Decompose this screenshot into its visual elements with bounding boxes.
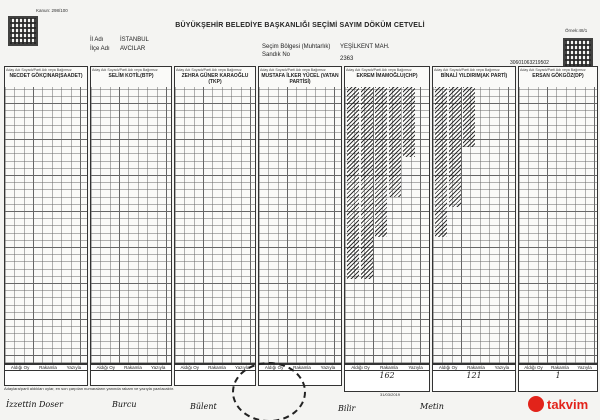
received-label: Aldığı Oy	[96, 365, 116, 370]
district-value: AVCILAR	[120, 46, 146, 52]
candidate-column	[258, 66, 342, 364]
vote-count-imamoglu: 162	[379, 371, 395, 380]
vote-grid	[175, 87, 255, 363]
province-value: İSTANBUL	[120, 37, 149, 43]
crossed-marks	[463, 87, 475, 147]
candidate-name: NECDET GÖKÇINAR(SAADET)	[9, 73, 83, 79]
crossed-marks	[361, 87, 373, 279]
numbers-label: Rakamla	[208, 365, 226, 370]
numbers-label: Rakamla	[124, 365, 142, 370]
column-header-note: Aday Adı Soyadı/Parti Adı veya Bağımsız	[6, 68, 72, 72]
total-box	[90, 364, 172, 386]
candidate-column	[344, 66, 430, 364]
numbers-label: Rakamla	[380, 365, 398, 370]
vote-count-yildirim: 121	[466, 371, 482, 380]
signature: Bülent	[190, 402, 217, 411]
vote-grid	[5, 87, 87, 363]
words-label: Yazıyla	[577, 365, 592, 370]
vote-grid	[259, 87, 341, 363]
received-label: Aldığı Oy	[438, 365, 458, 370]
candidate-column	[518, 66, 598, 364]
takvim-watermark-logo	[527, 392, 597, 416]
words-label: Yazıyla	[494, 365, 510, 370]
received-label: Aldığı Oy	[524, 365, 543, 370]
signature: Bilir	[338, 404, 356, 413]
column-header-note: Aday Adı Soyadı/Parti Adı veya Bağımsız	[520, 68, 586, 72]
column-header-note: Aday Adı Soyadı/Parti Adı veya Bağımsız	[176, 68, 242, 72]
official-stamp	[232, 362, 306, 420]
candidate-name: BİNALİ YILDIRIM(AK PARTİ)	[440, 73, 508, 79]
candidate-column	[4, 66, 88, 364]
crossed-marks	[389, 87, 401, 197]
region-label: Seçim Bölgesi (Muhtarlık)	[262, 44, 331, 50]
region-value: YEŞİLKENT MAH.	[340, 44, 390, 50]
ballot-box-value: 2363	[340, 56, 354, 62]
words-label: Yazıyla	[408, 365, 423, 370]
candidate-name: SELİM KOTİL(BTP)	[108, 73, 154, 79]
candidate-column	[90, 66, 172, 364]
column-header-note: Aday Adı Soyadı/Parti Adı veya Bağımsız	[92, 68, 158, 72]
qr-code-right	[563, 38, 593, 68]
crossed-marks	[435, 87, 447, 237]
candidate-column	[432, 66, 516, 364]
signature: Metin	[420, 402, 444, 411]
qr-code-left	[8, 16, 38, 46]
received-label: Aldığı Oy	[10, 365, 30, 370]
candidate-name: ZEHRA GÜNER KARAOĞLU (TKP)	[181, 73, 249, 85]
signature: İzzettin Doser	[6, 400, 63, 409]
numbers-label: Rakamla	[467, 365, 485, 370]
form-number: Örnek:48/1	[565, 28, 588, 33]
district-label: İlçe Adı	[90, 46, 110, 52]
total-box	[4, 364, 88, 386]
words-label: Yazıyla	[151, 365, 166, 370]
total-box-imamoglu	[344, 364, 430, 392]
document-title: BÜYÜKŞEHİR BELEDİYE BAŞKANLIĞI SEÇİMİ SAYIM DÖKÜM CETVELİ	[175, 22, 425, 29]
candidate-name: EKREM İMAMOĞLU(CHP)	[356, 73, 418, 79]
candidate-name: ERSAN GÖKGÖZ(DP)	[532, 73, 584, 79]
numbers-label: Rakamla	[551, 365, 569, 370]
candidate-column	[174, 66, 256, 364]
words-label: Yazıyla	[66, 365, 82, 370]
footer-date: 31/03/2019	[380, 392, 401, 397]
vote-grid	[91, 87, 171, 363]
crossed-marks	[449, 87, 461, 207]
numbers-label: Rakamla	[39, 365, 57, 370]
ballot-box-label: Sandık No	[262, 52, 291, 58]
column-header-note: Aday Adı Soyadı/Parti Adı veya Bağımsız	[346, 68, 412, 72]
words-label: Yazıyla	[320, 365, 336, 370]
received-label: Aldığı Oy	[351, 365, 370, 370]
law-reference: Kanun: 298/100	[36, 8, 68, 13]
received-label: Aldığı Oy	[180, 365, 200, 370]
column-header-note: Aday Adı Soyadı/Parti Adı veya Bağımsız	[434, 68, 500, 72]
total-box-yildirim	[432, 364, 516, 392]
words-label: Yazıyla	[235, 365, 250, 370]
watermark-text: takvim	[547, 397, 589, 412]
barcode-number: 30601063219502	[510, 60, 549, 66]
vote-grid	[519, 87, 597, 363]
candidate-name: MUSTAFA İLKER YÜCEL (VATAN PARTİSİ)	[261, 73, 339, 85]
footer-note: Adaylara/parti aldıkları oylar, en son çarpılan numaraların yanında rakam ve yazıyla yazılacaktır.	[4, 386, 175, 391]
vote-count-gokgoz: 1	[555, 371, 561, 380]
crossed-marks	[347, 87, 359, 279]
numbers-label: Rakamla	[293, 365, 311, 370]
received-label: Aldığı Oy	[264, 365, 284, 370]
column-header-note: Aday Adı Soyadı/Parti Adı veya Bağımsız	[260, 68, 326, 72]
signature: Burcu	[112, 400, 137, 409]
province-label: İl Adı	[90, 37, 104, 43]
crossed-marks	[375, 87, 387, 237]
crossed-marks	[403, 87, 415, 157]
total-box-gokgoz	[518, 364, 598, 392]
